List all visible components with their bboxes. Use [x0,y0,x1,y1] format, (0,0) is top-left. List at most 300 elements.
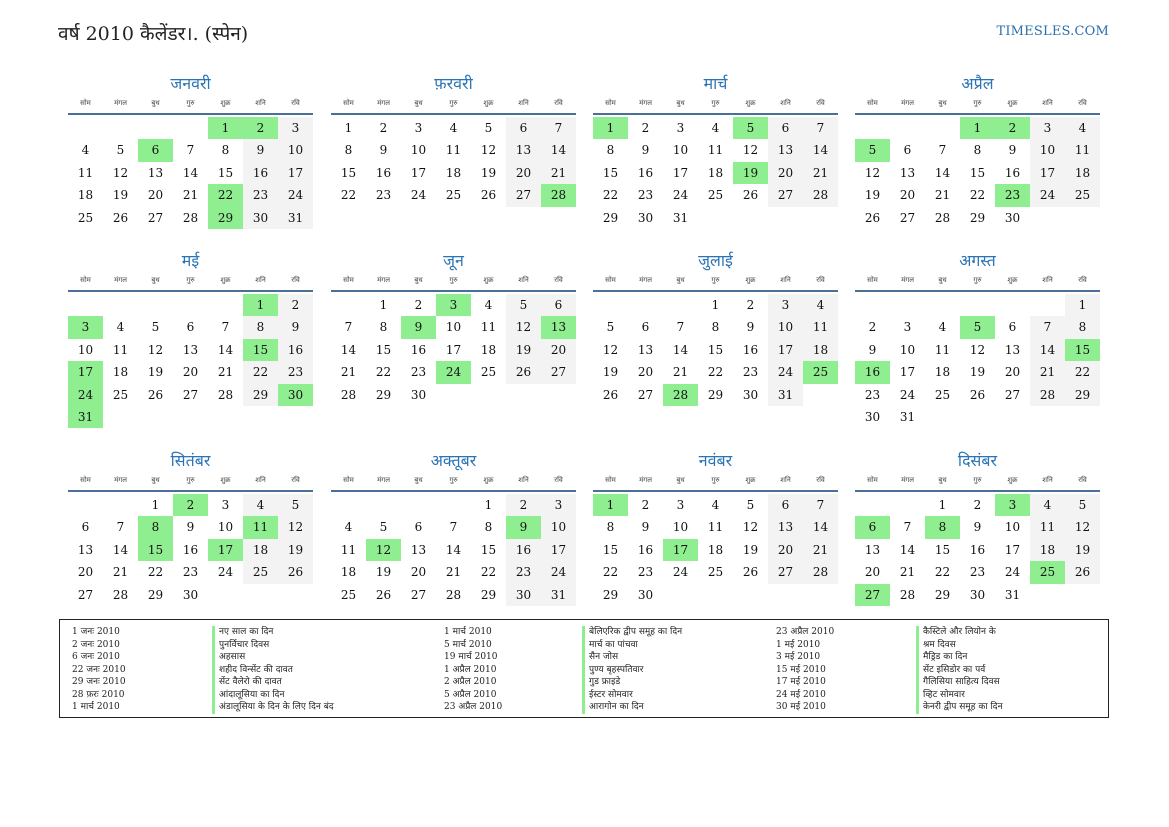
day-cell[interactable]: 13 [637,342,654,357]
day-cell[interactable]: 21 [112,565,129,580]
day-cell[interactable]: 11 [243,516,278,538]
day-cell[interactable]: 6 [903,143,912,158]
day-cell[interactable]: 22 [243,361,278,383]
day-cell[interactable]: 14 [672,342,689,357]
day-cell[interactable]: 11 [77,165,94,180]
day-cell[interactable]: 20 [899,188,916,203]
day-cell[interactable]: 13 [1004,342,1021,357]
day-cell[interactable]: 11 [445,143,462,158]
day-cell[interactable]: 24 [278,184,313,206]
day-cell[interactable]: 22 [707,365,724,380]
day-cell[interactable]: 7 [803,494,838,516]
day-cell[interactable]: 28 [340,387,357,402]
day-cell[interactable]: 11 [707,143,724,158]
day-cell[interactable]: 3 [903,320,912,335]
day-cell[interactable]: 10 [1030,139,1065,161]
day-cell[interactable]: 8 [221,143,230,158]
day-cell[interactable]: 1 [711,298,720,312]
day-cell[interactable]: 26 [375,587,392,602]
day-cell[interactable]: 12 [742,143,759,158]
day-cell[interactable]: 2 [641,498,650,512]
day-cell[interactable]: 27 [77,587,94,602]
day-cell[interactable]: 6 [81,520,90,535]
day-cell[interactable]: 20 [410,565,427,580]
day-cell[interactable]: 28 [803,184,838,206]
day-cell[interactable]: 11 [340,542,357,557]
day-cell[interactable]: 30 [243,207,278,229]
day-cell[interactable]: 10 [672,143,689,158]
day-cell[interactable]: 29 [375,387,392,402]
day-cell[interactable]: 27 [855,584,890,606]
day-cell[interactable]: 26 [278,561,313,583]
day-cell[interactable]: 7 [803,117,838,139]
day-cell[interactable]: 13 [147,165,164,180]
day-cell[interactable]: 28 [541,184,576,206]
day-cell[interactable]: 30 [506,584,541,606]
day-cell[interactable]: 10 [445,320,462,335]
day-cell[interactable]: 2 [868,320,877,335]
day-cell[interactable]: 25 [1030,561,1065,583]
day-cell[interactable]: 11 [934,342,951,357]
day-cell[interactable]: 4 [116,320,125,335]
day-cell[interactable]: 23 [506,561,541,583]
day-cell[interactable]: 7 [344,320,353,335]
day-cell[interactable]: 22 [480,565,497,580]
day-cell[interactable]: 8 [1065,316,1100,338]
day-cell[interactable]: 8 [925,516,960,538]
day-cell[interactable]: 10 [672,520,689,535]
day-cell[interactable]: 13 [410,542,427,557]
day-cell[interactable]: 27 [410,587,427,602]
day-cell[interactable]: 6 [641,320,650,335]
day-cell[interactable]: 9 [506,516,541,538]
day-cell[interactable]: 14 [899,542,916,557]
day-cell[interactable]: 28 [1030,384,1065,406]
day-cell[interactable]: 2 [173,494,208,516]
day-cell[interactable]: 19 [278,539,313,561]
day-cell[interactable]: 20 [77,565,94,580]
day-cell[interactable]: 5 [746,498,755,512]
day-cell[interactable]: 9 [278,316,313,338]
day-cell[interactable]: 11 [707,520,724,535]
day-cell[interactable]: 24 [68,384,103,406]
day-cell[interactable]: 2 [973,498,982,512]
day-cell[interactable]: 24 [1004,565,1021,580]
day-cell[interactable]: 6 [138,139,173,161]
day-cell[interactable]: 31 [899,409,916,424]
day-cell[interactable]: 25 [340,587,357,602]
day-cell[interactable]: 9 [401,316,436,338]
day-cell[interactable]: 31 [68,406,103,428]
day-cell[interactable]: 15 [969,165,986,180]
day-cell[interactable]: 15 [480,542,497,557]
day-cell[interactable]: 25 [934,387,951,402]
day-cell[interactable]: 25 [707,188,724,203]
day-cell[interactable]: 25 [243,561,278,583]
day-cell[interactable]: 29 [1065,384,1100,406]
day-cell[interactable]: 17 [541,539,576,561]
day-cell[interactable]: 4 [81,143,90,158]
day-cell[interactable]: 20 [541,339,576,361]
day-cell[interactable]: 17 [278,162,313,184]
day-cell[interactable]: 10 [77,342,94,357]
day-cell[interactable]: 3 [541,494,576,516]
day-cell[interactable]: 28 [112,587,129,602]
day-cell[interactable]: 30 [410,387,427,402]
day-cell[interactable]: 22 [602,188,619,203]
day-cell[interactable]: 5 [379,520,388,535]
day-cell[interactable]: 3 [278,117,313,139]
day-cell[interactable]: 16 [969,542,986,557]
day-cell[interactable]: 25 [480,365,497,380]
day-cell[interactable]: 1 [243,294,278,316]
day-cell[interactable]: 4 [938,320,947,335]
day-cell[interactable]: 20 [768,162,803,184]
day-cell[interactable]: 19 [864,188,881,203]
day-cell[interactable]: 21 [217,365,234,380]
day-cell[interactable]: 15 [243,339,278,361]
day-cell[interactable]: 17 [410,165,427,180]
day-cell[interactable]: 21 [1030,361,1065,383]
day-cell[interactable]: 18 [445,165,462,180]
day-cell[interactable]: 30 [637,587,654,602]
day-cell[interactable]: 17 [899,365,916,380]
day-cell[interactable]: 31 [1004,587,1021,602]
day-cell[interactable]: 30 [742,387,759,402]
day-cell[interactable]: 16 [243,162,278,184]
day-cell[interactable]: 31 [672,210,689,225]
day-cell[interactable]: 29 [707,387,724,402]
day-cell[interactable]: 20 [864,565,881,580]
day-cell[interactable]: 24 [410,188,427,203]
day-cell[interactable]: 8 [711,320,720,335]
day-cell[interactable]: 25 [803,361,838,383]
day-cell[interactable]: 29 [243,384,278,406]
day-cell[interactable]: 17 [208,539,243,561]
day-cell[interactable]: 10 [1004,520,1021,535]
day-cell[interactable]: 31 [541,584,576,606]
day-cell[interactable]: 26 [506,361,541,383]
day-cell[interactable]: 19 [742,542,759,557]
day-cell[interactable]: 21 [803,162,838,184]
day-cell[interactable]: 7 [116,520,125,535]
day-cell[interactable]: 5 [116,143,125,158]
day-cell[interactable]: 11 [112,342,129,357]
day-cell[interactable]: 2 [278,294,313,316]
day-cell[interactable]: 4 [711,121,720,135]
day-cell[interactable]: 3 [768,294,803,316]
day-cell[interactable]: 27 [768,561,803,583]
day-cell[interactable]: 17 [68,361,103,383]
day-cell[interactable]: 2 [414,298,423,312]
day-cell[interactable]: 18 [243,539,278,561]
day-cell[interactable]: 26 [480,188,497,203]
day-cell[interactable]: 5 [733,117,768,139]
day-cell[interactable]: 6 [186,320,195,335]
day-cell[interactable]: 29 [602,587,619,602]
day-cell[interactable]: 18 [1030,539,1065,561]
day-cell[interactable]: 1 [151,498,160,512]
day-cell[interactable]: 18 [112,365,129,380]
day-cell[interactable]: 22 [340,188,357,203]
day-cell[interactable]: 27 [541,361,576,383]
day-cell[interactable]: 18 [707,542,724,557]
day-cell[interactable]: 17 [672,165,689,180]
day-cell[interactable]: 29 [147,587,164,602]
day-cell[interactable]: 29 [208,207,243,229]
day-cell[interactable]: 14 [182,165,199,180]
day-cell[interactable]: 4 [344,520,353,535]
day-cell[interactable]: 8 [973,143,982,158]
day-cell[interactable]: 27 [506,184,541,206]
day-cell[interactable]: 26 [147,387,164,402]
day-cell[interactable]: 15 [340,165,357,180]
day-cell[interactable]: 9 [379,143,388,158]
day-cell[interactable]: 22 [934,565,951,580]
day-cell[interactable]: 8 [243,316,278,338]
day-cell[interactable]: 10 [217,520,234,535]
day-cell[interactable]: 14 [803,516,838,538]
day-cell[interactable]: 22 [147,565,164,580]
day-cell[interactable]: 22 [375,365,392,380]
day-cell[interactable]: 23 [864,387,881,402]
day-cell[interactable]: 19 [733,162,768,184]
day-cell[interactable]: 26 [112,210,129,225]
day-cell[interactable]: 4 [449,121,458,135]
day-cell[interactable]: 18 [77,188,94,203]
day-cell[interactable]: 11 [480,320,497,335]
day-cell[interactable]: 20 [506,162,541,184]
day-cell[interactable]: 5 [278,494,313,516]
day-cell[interactable]: 12 [366,539,401,561]
day-cell[interactable]: 4 [1065,117,1100,139]
day-cell[interactable]: 19 [506,339,541,361]
day-cell[interactable]: 12 [742,520,759,535]
day-cell[interactable]: 24 [1030,184,1065,206]
site-link[interactable]: TIMESLES.COM [996,24,1109,39]
day-cell[interactable]: 26 [864,210,881,225]
day-cell[interactable]: 6 [855,516,890,538]
day-cell[interactable]: 27 [182,387,199,402]
day-cell[interactable]: 15 [707,342,724,357]
day-cell[interactable]: 2 [243,117,278,139]
day-cell[interactable]: 23 [243,184,278,206]
day-cell[interactable]: 16 [410,342,427,357]
day-cell[interactable]: 22 [969,188,986,203]
day-cell[interactable]: 9 [746,320,755,335]
day-cell[interactable]: 12 [147,342,164,357]
day-cell[interactable]: 3 [414,121,423,135]
day-cell[interactable]: 2 [379,121,388,135]
day-cell[interactable]: 9 [973,520,982,535]
day-cell[interactable]: 12 [969,342,986,357]
day-cell[interactable]: 10 [410,143,427,158]
day-cell[interactable]: 28 [899,587,916,602]
day-cell[interactable]: 10 [541,516,576,538]
day-cell[interactable]: 27 [147,210,164,225]
day-cell[interactable]: 19 [480,165,497,180]
day-cell[interactable]: 18 [803,339,838,361]
day-cell[interactable]: 16 [637,542,654,557]
day-cell[interactable]: 4 [484,298,493,312]
day-cell[interactable]: 1 [484,498,493,512]
day-cell[interactable]: 28 [217,387,234,402]
day-cell[interactable]: 9 [868,342,877,357]
day-cell[interactable]: 23 [278,361,313,383]
day-cell[interactable]: 27 [637,387,654,402]
day-cell[interactable]: 15 [1065,339,1100,361]
day-cell[interactable]: 30 [1004,210,1021,225]
day-cell[interactable]: 14 [340,342,357,357]
day-cell[interactable]: 26 [742,565,759,580]
day-cell[interactable]: 3 [995,494,1030,516]
day-cell[interactable]: 16 [506,539,541,561]
day-cell[interactable]: 20 [768,539,803,561]
day-cell[interactable]: 12 [602,342,619,357]
day-cell[interactable]: 21 [803,539,838,561]
day-cell[interactable]: 24 [768,361,803,383]
day-cell[interactable]: 14 [541,139,576,161]
day-cell[interactable]: 8 [379,320,388,335]
day-cell[interactable]: 15 [934,542,951,557]
day-cell[interactable]: 20 [637,365,654,380]
day-cell[interactable]: 23 [182,565,199,580]
day-cell[interactable]: 9 [243,139,278,161]
day-cell[interactable]: 18 [1065,162,1100,184]
day-cell[interactable]: 6 [768,494,803,516]
day-cell[interactable]: 28 [803,561,838,583]
day-cell[interactable]: 1 [208,117,243,139]
day-cell[interactable]: 10 [768,316,803,338]
day-cell[interactable]: 21 [445,565,462,580]
day-cell[interactable]: 25 [707,565,724,580]
day-cell[interactable]: 6 [1008,320,1017,335]
day-cell[interactable]: 13 [541,316,576,338]
day-cell[interactable]: 31 [768,384,803,406]
day-cell[interactable]: 4 [243,494,278,516]
day-cell[interactable]: 21 [340,365,357,380]
day-cell[interactable]: 29 [480,587,497,602]
day-cell[interactable]: 13 [768,516,803,538]
day-cell[interactable]: 24 [436,361,471,383]
day-cell[interactable]: 17 [768,339,803,361]
day-cell[interactable]: 2 [746,298,755,312]
day-cell[interactable]: 16 [278,339,313,361]
day-cell[interactable]: 27 [899,210,916,225]
day-cell[interactable]: 21 [182,188,199,203]
day-cell[interactable]: 21 [934,188,951,203]
day-cell[interactable]: 8 [606,520,615,535]
day-cell[interactable]: 11 [1030,516,1065,538]
day-cell[interactable]: 19 [1065,539,1100,561]
day-cell[interactable]: 22 [208,184,243,206]
day-cell[interactable]: 8 [138,516,173,538]
day-cell[interactable]: 19 [969,365,986,380]
day-cell[interactable]: 17 [445,342,462,357]
day-cell[interactable]: 25 [112,387,129,402]
day-cell[interactable]: 24 [541,561,576,583]
day-cell[interactable]: 15 [375,342,392,357]
day-cell[interactable]: 3 [676,121,685,135]
day-cell[interactable]: 28 [663,384,698,406]
day-cell[interactable]: 16 [375,165,392,180]
day-cell[interactable]: 30 [969,587,986,602]
day-cell[interactable]: 2 [641,121,650,135]
day-cell[interactable]: 5 [606,320,615,335]
day-cell[interactable]: 25 [445,188,462,203]
day-cell[interactable]: 12 [480,143,497,158]
day-cell[interactable]: 1 [344,121,353,135]
day-cell[interactable]: 30 [278,384,313,406]
day-cell[interactable]: 1 [379,298,388,312]
day-cell[interactable]: 23 [637,565,654,580]
day-cell[interactable]: 12 [278,516,313,538]
day-cell[interactable]: 7 [676,320,685,335]
day-cell[interactable]: 30 [637,210,654,225]
day-cell[interactable]: 28 [182,210,199,225]
day-cell[interactable]: 17 [663,539,698,561]
day-cell[interactable]: 14 [445,542,462,557]
day-cell[interactable]: 18 [480,342,497,357]
day-cell[interactable]: 4 [803,294,838,316]
day-cell[interactable]: 14 [217,342,234,357]
day-cell[interactable]: 1 [960,117,995,139]
day-cell[interactable]: 29 [969,210,986,225]
day-cell[interactable]: 19 [147,365,164,380]
day-cell[interactable]: 24 [217,565,234,580]
day-cell[interactable]: 13 [182,342,199,357]
day-cell[interactable]: 6 [414,520,423,535]
day-cell[interactable]: 13 [864,542,881,557]
day-cell[interactable]: 22 [602,565,619,580]
day-cell[interactable]: 3 [436,294,471,316]
day-cell[interactable]: 7 [186,143,195,158]
day-cell[interactable]: 1 [593,117,628,139]
day-cell[interactable]: 26 [1065,561,1100,583]
day-cell[interactable]: 3 [1030,117,1065,139]
day-cell[interactable]: 26 [742,188,759,203]
day-cell[interactable]: 23 [410,365,427,380]
day-cell[interactable]: 23 [969,565,986,580]
day-cell[interactable]: 5 [855,139,890,161]
day-cell[interactable]: 10 [278,139,313,161]
day-cell[interactable]: 23 [742,365,759,380]
day-cell[interactable]: 10 [899,342,916,357]
day-cell[interactable]: 14 [112,542,129,557]
day-cell[interactable]: 21 [899,565,916,580]
day-cell[interactable]: 20 [147,188,164,203]
day-cell[interactable]: 30 [182,587,199,602]
day-cell[interactable]: 7 [1030,316,1065,338]
day-cell[interactable]: 20 [182,365,199,380]
day-cell[interactable]: 5 [960,316,995,338]
day-cell[interactable]: 3 [68,316,103,338]
day-cell[interactable]: 24 [672,565,689,580]
day-cell[interactable]: 7 [938,143,947,158]
day-cell[interactable]: 19 [375,565,392,580]
day-cell[interactable]: 7 [449,520,458,535]
day-cell[interactable]: 6 [541,294,576,316]
day-cell[interactable]: 16 [182,542,199,557]
day-cell[interactable]: 24 [899,387,916,402]
day-cell[interactable]: 13 [506,139,541,161]
day-cell[interactable]: 25 [1065,184,1100,206]
day-cell[interactable]: 30 [864,409,881,424]
day-cell[interactable]: 13 [768,139,803,161]
day-cell[interactable]: 5 [506,294,541,316]
day-cell[interactable]: 7 [903,520,912,535]
day-cell[interactable]: 18 [934,365,951,380]
